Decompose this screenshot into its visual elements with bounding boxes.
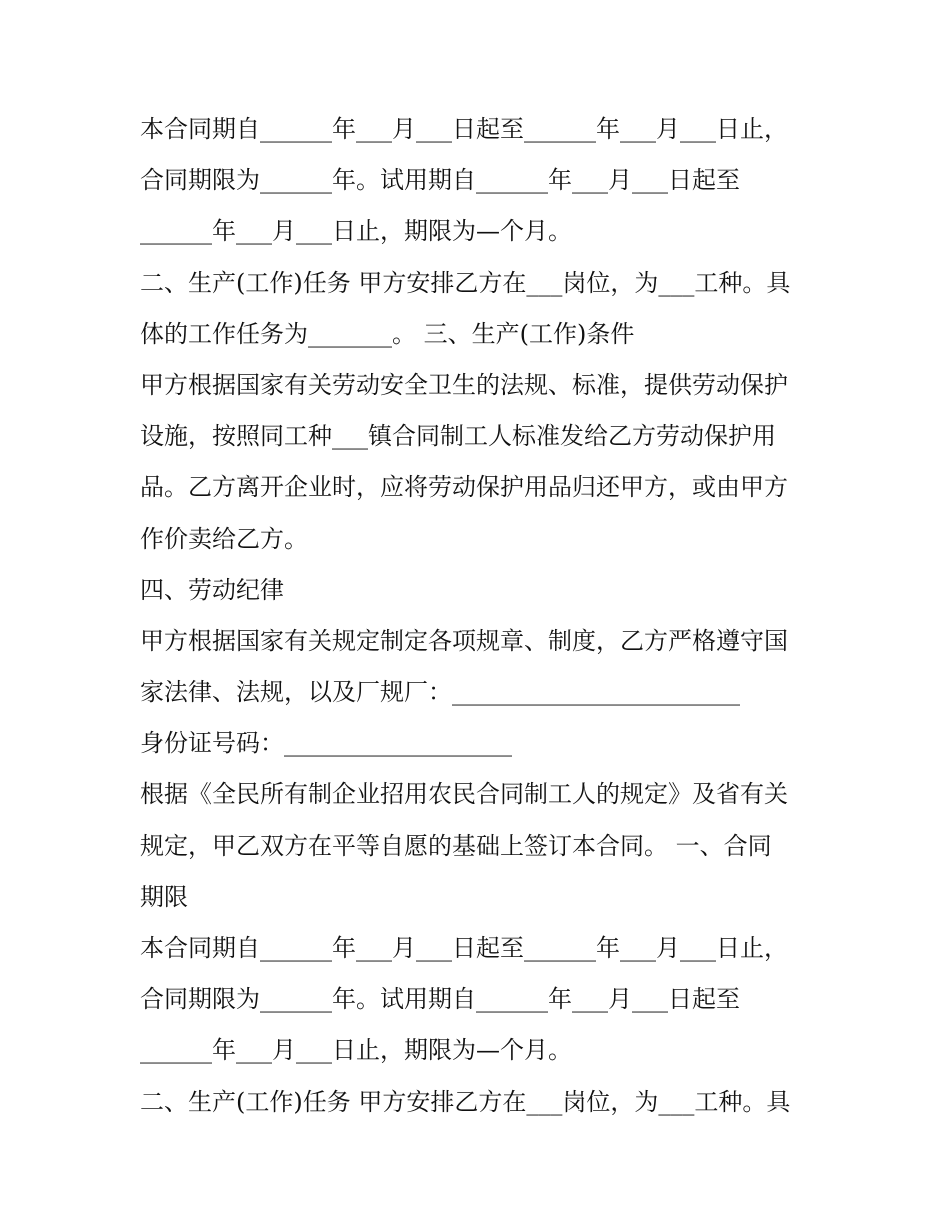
text-line: 本合同期自______年___月___日起至______年___月___日止， <box>140 115 788 143</box>
text-line: 本合同期自______年___月___日起至______年___月___日止， <box>140 934 788 962</box>
document-body <box>140 104 830 1128</box>
text-line: 二、生产(工作)任务 甲方安排乙方在___岗位，为___工种。具 <box>140 268 791 297</box>
text-line: 合同期限为______年。试用期自______年___月___日起至 <box>140 166 740 195</box>
text-line: 二、生产(工作)任务 甲方安排乙方在___岗位，为___工种。具 <box>140 1087 791 1116</box>
text-line: 合同期限为______年。试用期自______年___月___日起至 <box>140 985 740 1014</box>
text-line: ______年___月___日止，期限为—个月。 <box>140 1036 572 1065</box>
section-heading: 四、劳动纪律 <box>140 575 284 604</box>
text-line: 设施，按照同工种___镇合同制工人标准发给乙方劳动保护用 <box>140 422 776 451</box>
text-line: ______年___月___日止，期限为—个月。 <box>140 217 572 246</box>
text-line: 甲方根据国家有关规定制定各项规章、制度，乙方严格遵守国 <box>140 626 788 655</box>
id-number-line: 身份证号码：___________________ <box>140 729 512 758</box>
text-line: 家法律、法规，以及厂规厂：________________________ <box>140 678 740 707</box>
text-line: 规定，甲乙双方在平等自愿的基础上签订本合同。 一、合同 <box>140 831 772 860</box>
text-line: 体的工作任务为_______。 三、生产(工作)条件 <box>140 319 635 348</box>
text-line: 期限 <box>140 882 188 911</box>
text-line: 作价卖给乙方。 <box>140 524 308 553</box>
text-line: 甲方根据国家有关劳动安全卫生的法规、标准，提供劳动保护 <box>140 370 788 399</box>
text-line: 品。乙方离开企业时，应将劳动保护用品归还甲方，或由甲方 <box>140 473 788 502</box>
text-line: 根据《全民所有制企业招用农民合同制工人的规定》及省有关 <box>140 780 788 809</box>
